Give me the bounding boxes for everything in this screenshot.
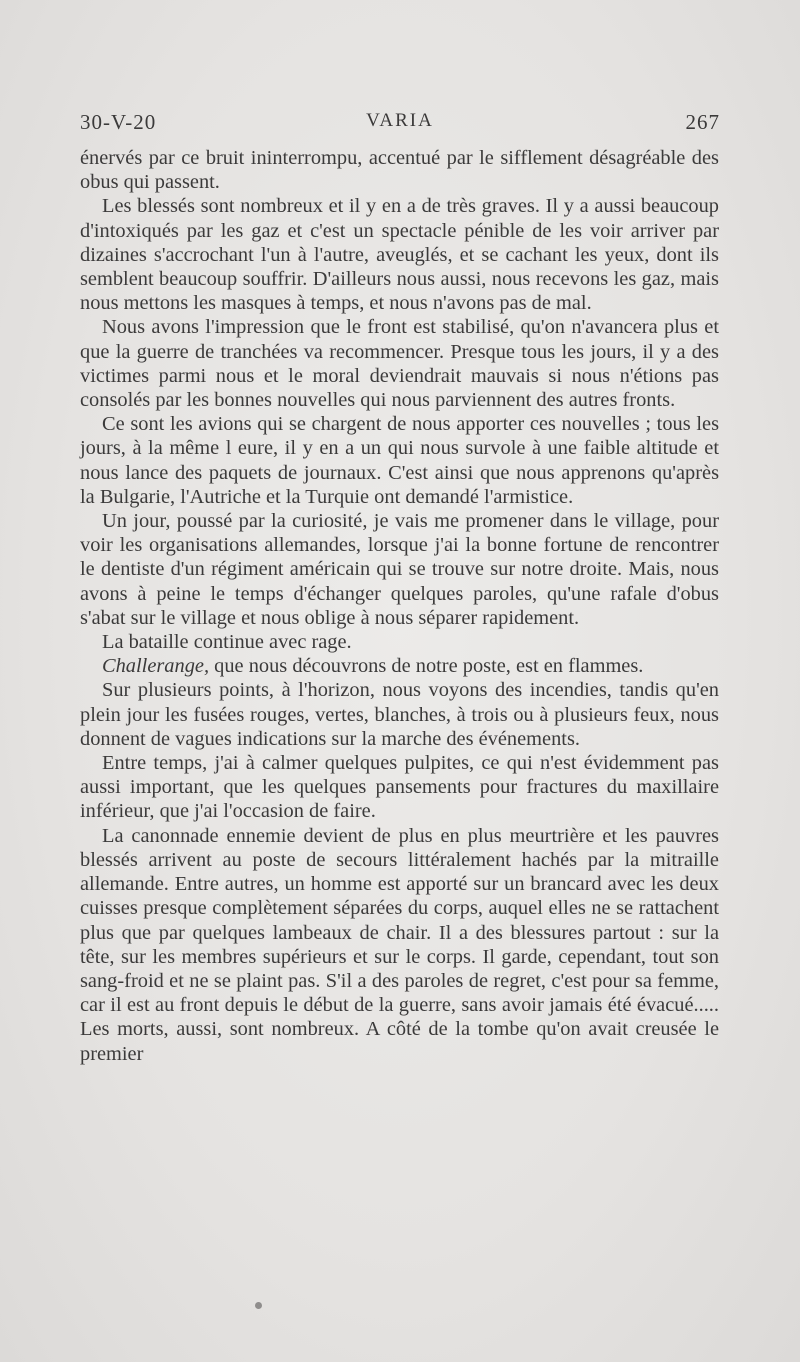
- running-header: [80, 110, 720, 140]
- paragraph-7-text: que nous découvrons de notre poste, est en flammes.: [214, 655, 644, 678]
- header-section-title: VARIA: [366, 110, 434, 131]
- paragraph-5: Un jour, poussé par la curiosité, je vais me promener dans le village, pour voir les organisations allemandes, lorsque j'ai la bonne fortune de rencontrer le dentiste d'un régiment américain qui se trouve sur notre droite. Mais, nous avons à peine le temps d'échanger quelques paroles, qu'une rafale d'obus s'abat sur le village et nous oblige à nous séparer rapidement.: [80, 510, 719, 629]
- paragraph-2: Les blessés sont nombreux et il y en a de très graves. Il y a aussi beaucoup d'intoxiqués par les gaz et c'est un spectacle pénible de les voir arriver par dizaines s'accrochant l'un à l'autre, aveuglés, et se cachant les yeux, dont ils semblent beaucoup souffrir. D'ailleurs nous aussi, nous recevons les gaz, mais nous mettons les masques à temps, et nous n'avons pas de mal.: [80, 195, 719, 315]
- paragraph-1: énervés par ce bruit ininterrompu, accentué par le sifflement désagréable des obus qui passent.: [80, 147, 719, 194]
- body-text: [80, 146, 719, 1066]
- paragraph-4: Ce sont les avions qui se chargent de nous apporter ces nouvelles ; tous les jours, à la même l eure, il y en a un qui nous survole à une faible altitude et nous lance des paquets de journaux. C'est ainsi que nous apprenons qu'après la Bulgarie, l'Autriche et la Turquie ont demandé l'armistice.: [80, 413, 719, 508]
- place-name: Challerange,: [102, 655, 210, 678]
- paragraph-7: [80, 654, 719, 678]
- header-date: 30-V-20: [80, 110, 157, 134]
- paragraph-3: Nous avons l'impression que le front est stabilisé, qu'on n'avancera plus et que la guerre de tranchées va recommencer. Presque tous les jours, il y a des victimes parmi nous et le moral deviendrait mauvais si nous n'étions pas consolés par les bonnes nouvelles qui nous parviennent des autres fronts.: [80, 316, 719, 412]
- paragraph-8: Sur plusieurs points, à l'horizon, nous voyons des incendies, tandis qu'en plein jour les fusées rouges, vertes, blanches, à trois ou à plusieurs feux, nous donnent de vagues indications sur la marche des événements.: [80, 679, 719, 750]
- page-number: 267: [685, 110, 720, 134]
- paper-speck: [255, 1302, 262, 1309]
- paragraph-10: La canonnade ennemie devient de plus en plus meurtrière et les pauvres blessés arrivent au poste de secours littéralement hachés par la mitraille allemande. Entre autres, un homme est apporté sur un brancard avec les deux cuisses presque complètement séparées du corps, auquel elles ne se rattachent plus que par quelques lambeaux de chair. Il a des blessures partout : sur la tête, sur les membres supérieurs et sur le corps. Il garde, cependant, tout son sang-froid et ne se plaint pas. S'il a des paroles de regret, c'est pour sa femme, car il est au front depuis le début de la guerre, sans avoir jamais été évacué..... Les morts, aussi, sont nombreux. A côté de la tombe qu'on avait creusée le premier: [80, 824, 719, 1065]
- paragraph-6: La bataille continue avec rage.: [102, 631, 352, 654]
- paragraph-9: Entre temps, j'ai à calmer quelques pulpites, ce qui n'est évidemment pas aussi important, que les quelques pansements pour fractures du maxillaire inférieur, que j'ai l'occasion de faire.: [80, 752, 719, 823]
